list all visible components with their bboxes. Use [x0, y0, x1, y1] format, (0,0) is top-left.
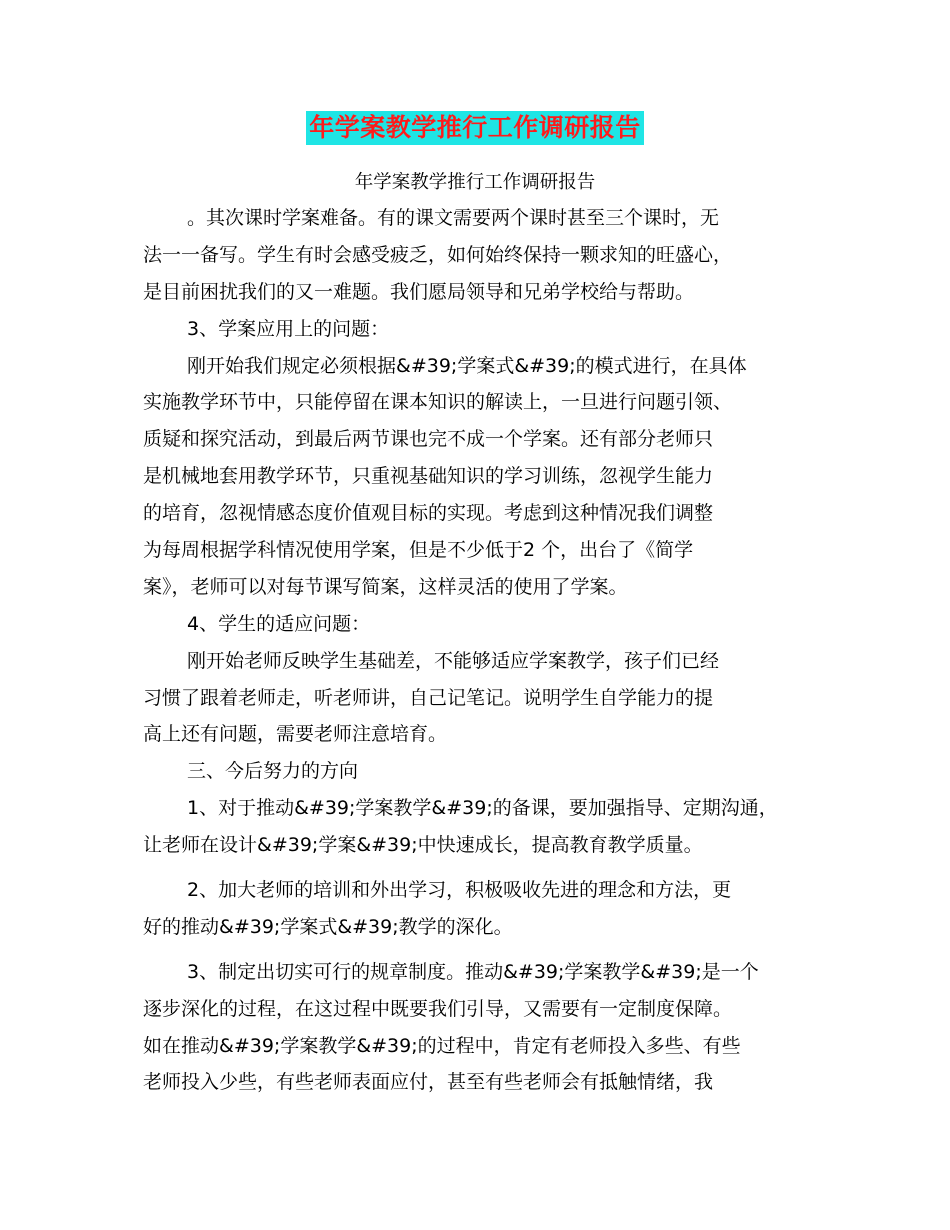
paragraph-line: 实施教学环节中，只能停留在课本知识的解读上，一旦进行问题引领、 — [143, 391, 733, 414]
paragraph-line: 质疑和探究活动，到最后两节课也完不成一个学案。还有部分老师只 — [143, 428, 714, 451]
paragraph-line: 2、加大老师的培训和外出学习，积极吸收先进的理念和方法，更 — [187, 879, 732, 902]
paragraph-line: 为每周根据学科情况使用学案，但是不少低于2 个，出台了《简学 — [143, 539, 694, 562]
paragraph-line: 刚开始我们规定必须根据&#39;学案式&#39;的模式进行，在具体 — [187, 354, 747, 377]
paragraph-line: 。其次课时学案难备。有的课文需要两个课时甚至三个课时，无 — [187, 207, 720, 229]
paragraph-line: 逐步深化的过程，在这过程中既要我们引导，又需要有一定制度保障。 — [143, 997, 733, 1020]
paragraph-line: 高上还有问题，需要老师注意培育。 — [143, 723, 448, 746]
paragraph-line: 习惯了跟着老师走，听老师讲，自己记笔记。说明学生自学能力的提 — [143, 686, 714, 709]
paragraph-line: 的培育，忽视情感态度价值观目标的实现。考虑到这种情况我们调整 — [143, 502, 714, 525]
section-heading: 3、学案应用上的问题： — [187, 317, 390, 340]
title-container — [0, 111, 950, 145]
document-title: 年学案教学推行工作调研报告 — [306, 111, 644, 145]
paragraph-line: 3、制定出切实可行的规章制度。推动&#39;学案教学&#39;是一个 — [187, 960, 759, 983]
document-subtitle: 年学案教学推行工作调研报告 — [354, 172, 596, 193]
section-heading: 4、学生的适应问题： — [187, 612, 371, 635]
paragraph-line: 案》，老师可以对每节课写简案，这样灵活的使用了学案。 — [143, 575, 628, 598]
paragraph-line: 法一一备写。学生有时会感受疲乏，如何始终保持一颗求知的旺盛心， — [143, 243, 733, 266]
document-body — [143, 200, 808, 1101]
paragraph-line: 是目前困扰我们的又一难题。我们愿局领导和兄弟学校给与帮助。 — [143, 280, 695, 303]
paragraph-line: 让老师在设计&#39;学案&#39;中快速成长，提高教育教学质量。 — [143, 834, 703, 857]
section-heading: 三、今后努力的方向 — [187, 760, 359, 783]
paragraph-line: 刚开始老师反映学生基础差，不能够适应学案教学，孩子们已经 — [187, 649, 720, 672]
paragraph-line: 1、对于推动&#39;学案教学&#39;的备课，要加强指导、定期沟通， — [187, 797, 778, 820]
paragraph-line: 如在推动&#39;学案教学&#39;的过程中，肯定有老师投入多些、有些 — [143, 1034, 741, 1057]
paragraph-line: 老师投入少些，有些老师表面应付，甚至有些老师会有抵触情绪，我 — [143, 1071, 714, 1094]
paragraph-line: 好的推动&#39;学案式&#39;教学的深化。 — [143, 915, 513, 938]
paragraph-line: 是机械地套用教学环节，只重视基础知识的学习训练，忽视学生能力 — [143, 465, 714, 488]
